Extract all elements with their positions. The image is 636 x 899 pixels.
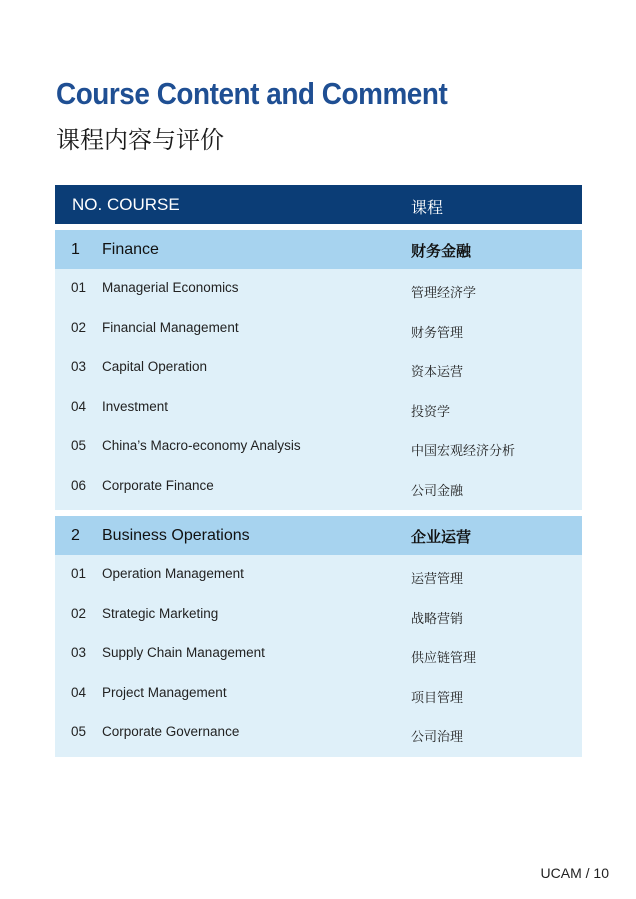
course-name-cn: 中国宏观经济分析	[411, 444, 516, 459]
table-row	[55, 597, 582, 637]
course-name-cn: 管理经济学	[411, 286, 477, 301]
section-rows	[55, 555, 582, 757]
page-title: Course Content and Comment	[56, 76, 448, 111]
course-name-cn: 供应链管理	[411, 651, 477, 666]
table-row	[55, 271, 582, 311]
row-number: 03	[71, 645, 87, 660]
table-row	[55, 469, 582, 509]
header-no-course: NO. COURSE	[72, 195, 180, 214]
row-number: 06	[71, 477, 87, 493]
course-name-cn: 公司金融	[411, 483, 464, 499]
table-row	[55, 715, 582, 755]
row-number: 01	[71, 280, 87, 295]
row-number: 02	[71, 605, 87, 621]
course-name: Strategic Marketing	[102, 605, 219, 621]
course-name: China’s Macro-economy Analysis	[102, 438, 301, 453]
row-number: 04	[71, 398, 87, 414]
course-name: Investment	[102, 398, 169, 414]
section-finance	[55, 230, 582, 510]
header-course-cn: 课程	[411, 198, 444, 217]
course-name-cn: 资本运营	[411, 365, 464, 380]
table-row	[55, 557, 582, 597]
course-name: Operation Management	[102, 566, 244, 581]
page-subtitle: 课程内容与评价	[56, 126, 224, 154]
table-row	[55, 429, 582, 469]
row-number: 03	[71, 359, 87, 374]
row-number: 05	[71, 438, 87, 453]
course-name-cn: 项目管理	[411, 690, 464, 706]
table-row	[55, 350, 582, 390]
section-number: 1	[71, 241, 80, 258]
section-name-cn: 企业运营	[411, 528, 472, 546]
section-rows	[55, 269, 582, 510]
course-name: Supply Chain Management	[102, 645, 265, 660]
course-name: Project Management	[102, 684, 227, 700]
row-number: 02	[71, 319, 87, 335]
page-footer: UCAM / 10	[540, 865, 609, 881]
course-table	[55, 185, 582, 757]
table-row	[55, 676, 582, 716]
section-business-operations	[55, 516, 582, 757]
course-name: Financial Management	[102, 319, 239, 335]
row-number: 05	[71, 724, 87, 739]
table-row	[55, 311, 582, 351]
section-header	[55, 230, 582, 269]
section-name-cn: 财务金融	[411, 242, 472, 260]
section-name: Business Operations	[102, 527, 250, 544]
course-name: Corporate Finance	[102, 477, 214, 493]
row-number: 01	[71, 566, 87, 581]
section-header	[55, 516, 582, 555]
table-row	[55, 390, 582, 430]
table-header	[55, 185, 582, 224]
section-name: Finance	[102, 241, 159, 258]
row-number: 04	[71, 684, 87, 700]
course-name: Corporate Governance	[102, 724, 240, 739]
course-name: Managerial Economics	[102, 280, 239, 295]
course-name-cn: 运营管理	[411, 572, 464, 587]
table-row	[55, 636, 582, 676]
course-name-cn: 投资学	[411, 404, 451, 420]
course-name: Capital Operation	[102, 359, 208, 374]
course-name-cn: 财务管理	[411, 325, 464, 341]
course-name-cn: 战略营销	[411, 611, 464, 627]
section-number: 2	[71, 527, 80, 544]
course-name-cn: 公司治理	[411, 730, 464, 745]
